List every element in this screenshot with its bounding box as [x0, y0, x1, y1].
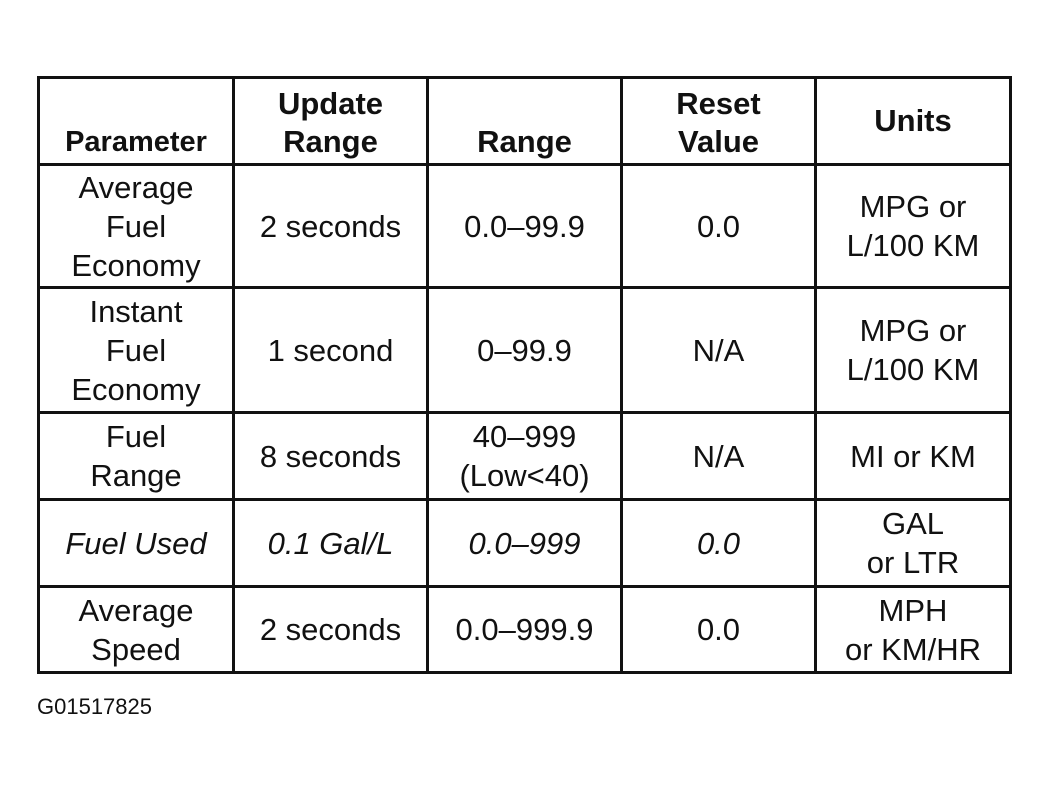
cell-units: GAL or LTR: [816, 500, 1011, 587]
table-row: [39, 165, 1011, 288]
cell-update-range: 0.1 Gal/L: [234, 500, 428, 587]
cell-range: 0.0–99.9: [428, 165, 622, 288]
cell-range: 0.0–999: [428, 500, 622, 587]
table-row: [39, 587, 1011, 673]
header-units: Units: [816, 78, 1011, 165]
header-update-range: Update Range: [234, 78, 428, 165]
cell-units: MPG or L/100 KM: [816, 165, 1011, 288]
table-header-row: [39, 78, 1011, 165]
cell-reset-value: 0.0: [622, 587, 816, 673]
cell-range: 0.0–999.9: [428, 587, 622, 673]
header-reset-value: Reset Value: [622, 78, 816, 165]
cell-parameter: Average Speed: [39, 587, 234, 673]
cell-update-range: 8 seconds: [234, 413, 428, 500]
cell-parameter: Fuel Range: [39, 413, 234, 500]
table-row: [39, 288, 1011, 413]
cell-units: MPH or KM/HR: [816, 587, 1011, 673]
cell-parameter: Instant Fuel Economy: [39, 288, 234, 413]
header-parameter: Parameter: [39, 78, 234, 165]
table-row: [39, 413, 1011, 500]
cell-reset-value: 0.0: [622, 165, 816, 288]
header-range: Range: [428, 78, 622, 165]
cell-reset-value: N/A: [622, 288, 816, 413]
cell-update-range: 2 seconds: [234, 587, 428, 673]
cell-update-range: 1 second: [234, 288, 428, 413]
cell-parameter: Fuel Used: [39, 500, 234, 587]
cell-units: MPG or L/100 KM: [816, 288, 1011, 413]
cell-reset-value: N/A: [622, 413, 816, 500]
cell-reset-value: 0.0: [622, 500, 816, 587]
cell-parameter: Average Fuel Economy: [39, 165, 234, 288]
cell-range: 40–999 (Low<40): [428, 413, 622, 500]
parameter-table: [37, 76, 1012, 674]
table-row: [39, 500, 1011, 587]
figure-code: G01517825: [37, 694, 152, 719]
cell-range: 0–99.9: [428, 288, 622, 413]
cell-units: MI or KM: [816, 413, 1011, 500]
cell-update-range: 2 seconds: [234, 165, 428, 288]
